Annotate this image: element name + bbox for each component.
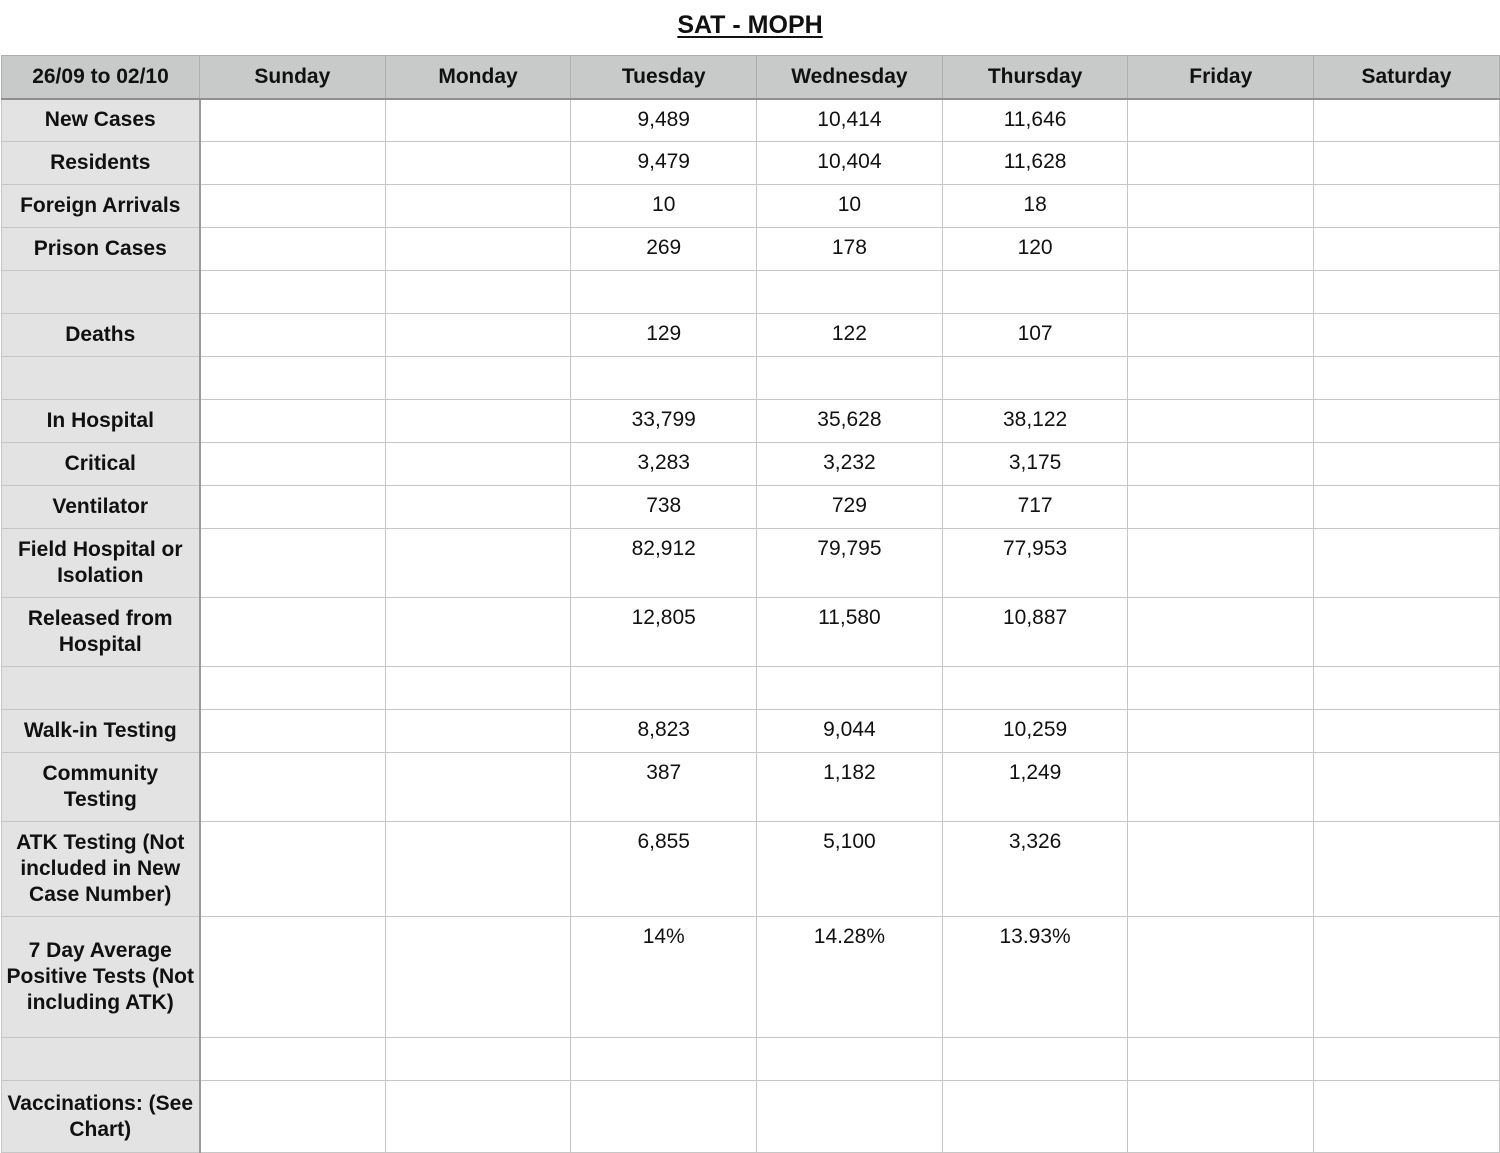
- table-cell[interactable]: [385, 314, 571, 357]
- table-cell[interactable]: [200, 228, 386, 271]
- table-cell[interactable]: 79,795: [757, 529, 943, 598]
- table-cell[interactable]: 9,489: [571, 99, 757, 142]
- table-cell[interactable]: [1128, 400, 1314, 443]
- table-cell[interactable]: [200, 486, 386, 529]
- table-cell[interactable]: [200, 142, 386, 185]
- table-cell[interactable]: [200, 314, 386, 357]
- table-row: [2, 917, 1500, 1038]
- row-label[interactable]: Foreign Arrivals: [2, 185, 200, 228]
- table-cell[interactable]: [1314, 185, 1500, 228]
- row-label[interactable]: Released from Hospital: [2, 598, 200, 667]
- table-cell[interactable]: [942, 1081, 1128, 1153]
- table-cell[interactable]: 38,122: [942, 400, 1128, 443]
- table-cell[interactable]: [1314, 1038, 1500, 1081]
- table-cell[interactable]: [1128, 99, 1314, 142]
- table-cell[interactable]: [385, 1081, 571, 1153]
- table-cell[interactable]: [757, 357, 943, 400]
- table-cell[interactable]: [571, 357, 757, 400]
- table-cell[interactable]: 6,855: [571, 822, 757, 917]
- table-cell[interactable]: 14.28%: [757, 917, 943, 1038]
- table-cell[interactable]: 3,175: [942, 443, 1128, 486]
- table-cell[interactable]: [1314, 357, 1500, 400]
- table-cell[interactable]: 13.93%: [942, 917, 1128, 1038]
- table-cell[interactable]: [385, 400, 571, 443]
- table-cell[interactable]: 122: [757, 314, 943, 357]
- table-cell[interactable]: 10,259: [942, 710, 1128, 753]
- table-cell[interactable]: [200, 667, 386, 710]
- table-cell[interactable]: 8,823: [571, 710, 757, 753]
- table-cell[interactable]: [1314, 314, 1500, 357]
- table-cell[interactable]: 33,799: [571, 400, 757, 443]
- table-cell[interactable]: [385, 185, 571, 228]
- table-cell[interactable]: 10: [571, 185, 757, 228]
- table-cell[interactable]: [200, 917, 386, 1038]
- table-cell[interactable]: [1314, 142, 1500, 185]
- table-cell[interactable]: 9,044: [757, 710, 943, 753]
- data-table: [1, 55, 1500, 1153]
- row-label[interactable]: [2, 667, 200, 710]
- table-row: [2, 314, 1500, 357]
- table-cell[interactable]: [200, 1038, 386, 1081]
- table-cell[interactable]: 82,912: [571, 529, 757, 598]
- table-cell[interactable]: [1128, 917, 1314, 1038]
- table-cell[interactable]: [200, 753, 386, 822]
- table-cell[interactable]: [200, 271, 386, 314]
- row-label[interactable]: ATK Testing (Not included in New Case Number): [2, 822, 200, 917]
- table-cell[interactable]: [1128, 598, 1314, 667]
- table-row: [2, 443, 1500, 486]
- table-cell[interactable]: 10,887: [942, 598, 1128, 667]
- table-cell[interactable]: [1128, 142, 1314, 185]
- table-cell[interactable]: [1128, 667, 1314, 710]
- table-cell[interactable]: 10: [757, 185, 943, 228]
- table-cell[interactable]: [942, 667, 1128, 710]
- table-cell[interactable]: [385, 598, 571, 667]
- table-cell[interactable]: 10,404: [757, 142, 943, 185]
- table-row: [2, 667, 1500, 710]
- table-cell[interactable]: [385, 529, 571, 598]
- row-label[interactable]: In Hospital: [2, 400, 200, 443]
- row-label[interactable]: [2, 1038, 200, 1081]
- table-cell[interactable]: [757, 667, 943, 710]
- table-cell[interactable]: [571, 1038, 757, 1081]
- table-row: [2, 142, 1500, 185]
- table-cell[interactable]: [1314, 1081, 1500, 1153]
- table-cell[interactable]: 18: [942, 185, 1128, 228]
- table-row: [2, 400, 1500, 443]
- table-cell[interactable]: [1128, 822, 1314, 917]
- table-row: [2, 271, 1500, 314]
- table-cell[interactable]: 35,628: [757, 400, 943, 443]
- table-cell[interactable]: [1128, 1038, 1314, 1081]
- row-label[interactable]: Ventilator: [2, 486, 200, 529]
- day-header-thursday[interactable]: Thursday: [942, 56, 1128, 99]
- table-cell[interactable]: 14%: [571, 917, 757, 1038]
- table-cell[interactable]: [1314, 443, 1500, 486]
- table-row: [2, 753, 1500, 822]
- table-cell[interactable]: [942, 271, 1128, 314]
- table-cell[interactable]: [1314, 753, 1500, 822]
- table-cell[interactable]: [1314, 228, 1500, 271]
- table-cell[interactable]: [942, 1038, 1128, 1081]
- row-label[interactable]: Critical: [2, 443, 200, 486]
- table-cell[interactable]: [757, 1081, 943, 1153]
- table-cell[interactable]: [385, 357, 571, 400]
- table-cell[interactable]: [200, 443, 386, 486]
- header-row: [2, 56, 1500, 99]
- table-cell[interactable]: [1128, 228, 1314, 271]
- table-cell[interactable]: [1128, 271, 1314, 314]
- table-row: [2, 1081, 1500, 1153]
- table-cell[interactable]: [200, 1081, 386, 1153]
- table-cell[interactable]: 1,182: [757, 753, 943, 822]
- table-cell[interactable]: 77,953: [942, 529, 1128, 598]
- table-cell[interactable]: [385, 822, 571, 917]
- day-header-friday[interactable]: Friday: [1128, 56, 1314, 99]
- table-cell[interactable]: 5,100: [757, 822, 943, 917]
- table-cell[interactable]: [385, 753, 571, 822]
- table-cell[interactable]: 269: [571, 228, 757, 271]
- table-cell[interactable]: [1314, 99, 1500, 142]
- table-cell[interactable]: [200, 710, 386, 753]
- row-label[interactable]: New Cases: [2, 99, 200, 142]
- table-row: [2, 710, 1500, 753]
- table-row: [2, 1038, 1500, 1081]
- table-cell[interactable]: [385, 710, 571, 753]
- table-cell[interactable]: [385, 271, 571, 314]
- table-row: [2, 822, 1500, 917]
- table-cell[interactable]: [385, 228, 571, 271]
- table-cell[interactable]: 387: [571, 753, 757, 822]
- table-cell[interactable]: [1314, 822, 1500, 917]
- table-cell[interactable]: [200, 185, 386, 228]
- table-cell[interactable]: 11,646: [942, 99, 1128, 142]
- table-cell[interactable]: 717: [942, 486, 1128, 529]
- table-cell[interactable]: [571, 667, 757, 710]
- table-cell[interactable]: [385, 99, 571, 142]
- table-cell[interactable]: [385, 667, 571, 710]
- table-cell[interactable]: [385, 917, 571, 1038]
- table-cell[interactable]: 3,232: [757, 443, 943, 486]
- table-cell[interactable]: [200, 357, 386, 400]
- row-label[interactable]: Field Hospital or Isolation: [2, 529, 200, 598]
- table-row: [2, 228, 1500, 271]
- table-cell[interactable]: [385, 486, 571, 529]
- table-cell[interactable]: [200, 529, 386, 598]
- table-row: [2, 529, 1500, 598]
- table-cell[interactable]: [1128, 753, 1314, 822]
- table-cell[interactable]: [1314, 400, 1500, 443]
- table-cell[interactable]: [385, 443, 571, 486]
- table-cell[interactable]: [385, 1038, 571, 1081]
- table-cell[interactable]: [200, 99, 386, 142]
- table-cell[interactable]: [1128, 710, 1314, 753]
- table-cell[interactable]: [1128, 529, 1314, 598]
- day-header-monday[interactable]: Monday: [385, 56, 571, 99]
- page-title: SAT - MOPH: [677, 11, 823, 39]
- table-cell[interactable]: [200, 400, 386, 443]
- table-cell[interactable]: 11,628: [942, 142, 1128, 185]
- table-cell[interactable]: [1128, 443, 1314, 486]
- table-cell[interactable]: [571, 271, 757, 314]
- table-cell[interactable]: 178: [757, 228, 943, 271]
- row-label[interactable]: [2, 271, 200, 314]
- row-label[interactable]: [2, 357, 200, 400]
- table-cell[interactable]: 12,805: [571, 598, 757, 667]
- row-label[interactable]: 7 Day Average Positive Tests (Not including ATK): [2, 917, 200, 1038]
- table-row: [2, 185, 1500, 228]
- table-cell[interactable]: 729: [757, 486, 943, 529]
- table-cell[interactable]: 1,249: [942, 753, 1128, 822]
- table-cell[interactable]: 107: [942, 314, 1128, 357]
- row-label[interactable]: Vaccinations: (See Chart): [2, 1081, 200, 1153]
- table-cell[interactable]: [942, 357, 1128, 400]
- table-cell[interactable]: 129: [571, 314, 757, 357]
- table-cell[interactable]: [1314, 667, 1500, 710]
- table-cell[interactable]: [1128, 314, 1314, 357]
- day-header-tuesday[interactable]: Tuesday: [571, 56, 757, 99]
- table-cell[interactable]: 3,283: [571, 443, 757, 486]
- table-cell[interactable]: [200, 822, 386, 917]
- day-header-wednesday[interactable]: Wednesday: [757, 56, 943, 99]
- row-label[interactable]: Walk-in Testing: [2, 710, 200, 753]
- table-cell[interactable]: [1314, 917, 1500, 1038]
- row-label[interactable]: Deaths: [2, 314, 200, 357]
- table-cell[interactable]: 120: [942, 228, 1128, 271]
- table-cell[interactable]: [1314, 529, 1500, 598]
- table-cell[interactable]: [571, 1081, 757, 1153]
- row-label[interactable]: Prison Cases: [2, 228, 200, 271]
- period-header[interactable]: 26/09 to 02/10: [2, 56, 200, 99]
- table-cell[interactable]: [1314, 598, 1500, 667]
- table-cell[interactable]: [1314, 271, 1500, 314]
- day-header-saturday[interactable]: Saturday: [1314, 56, 1500, 99]
- table-cell[interactable]: [1128, 486, 1314, 529]
- table-cell[interactable]: [200, 598, 386, 667]
- table-cell[interactable]: [1128, 1081, 1314, 1153]
- table-cell[interactable]: [1128, 357, 1314, 400]
- table-cell[interactable]: [1314, 486, 1500, 529]
- day-header-sunday[interactable]: Sunday: [200, 56, 386, 99]
- table-cell[interactable]: 9,479: [571, 142, 757, 185]
- table-cell[interactable]: 3,326: [942, 822, 1128, 917]
- table-cell[interactable]: 10,414: [757, 99, 943, 142]
- table-cell[interactable]: [757, 271, 943, 314]
- table-cell[interactable]: [1314, 710, 1500, 753]
- table-row: [2, 598, 1500, 667]
- table-cell[interactable]: 11,580: [757, 598, 943, 667]
- table-cell[interactable]: [757, 1038, 943, 1081]
- table-row: [2, 357, 1500, 400]
- table-cell[interactable]: 738: [571, 486, 757, 529]
- row-label[interactable]: Community Testing: [2, 753, 200, 822]
- table-row: [2, 486, 1500, 529]
- table-row: [2, 99, 1500, 142]
- table-cell[interactable]: [1128, 185, 1314, 228]
- table-cell[interactable]: [385, 142, 571, 185]
- row-label[interactable]: Residents: [2, 142, 200, 185]
